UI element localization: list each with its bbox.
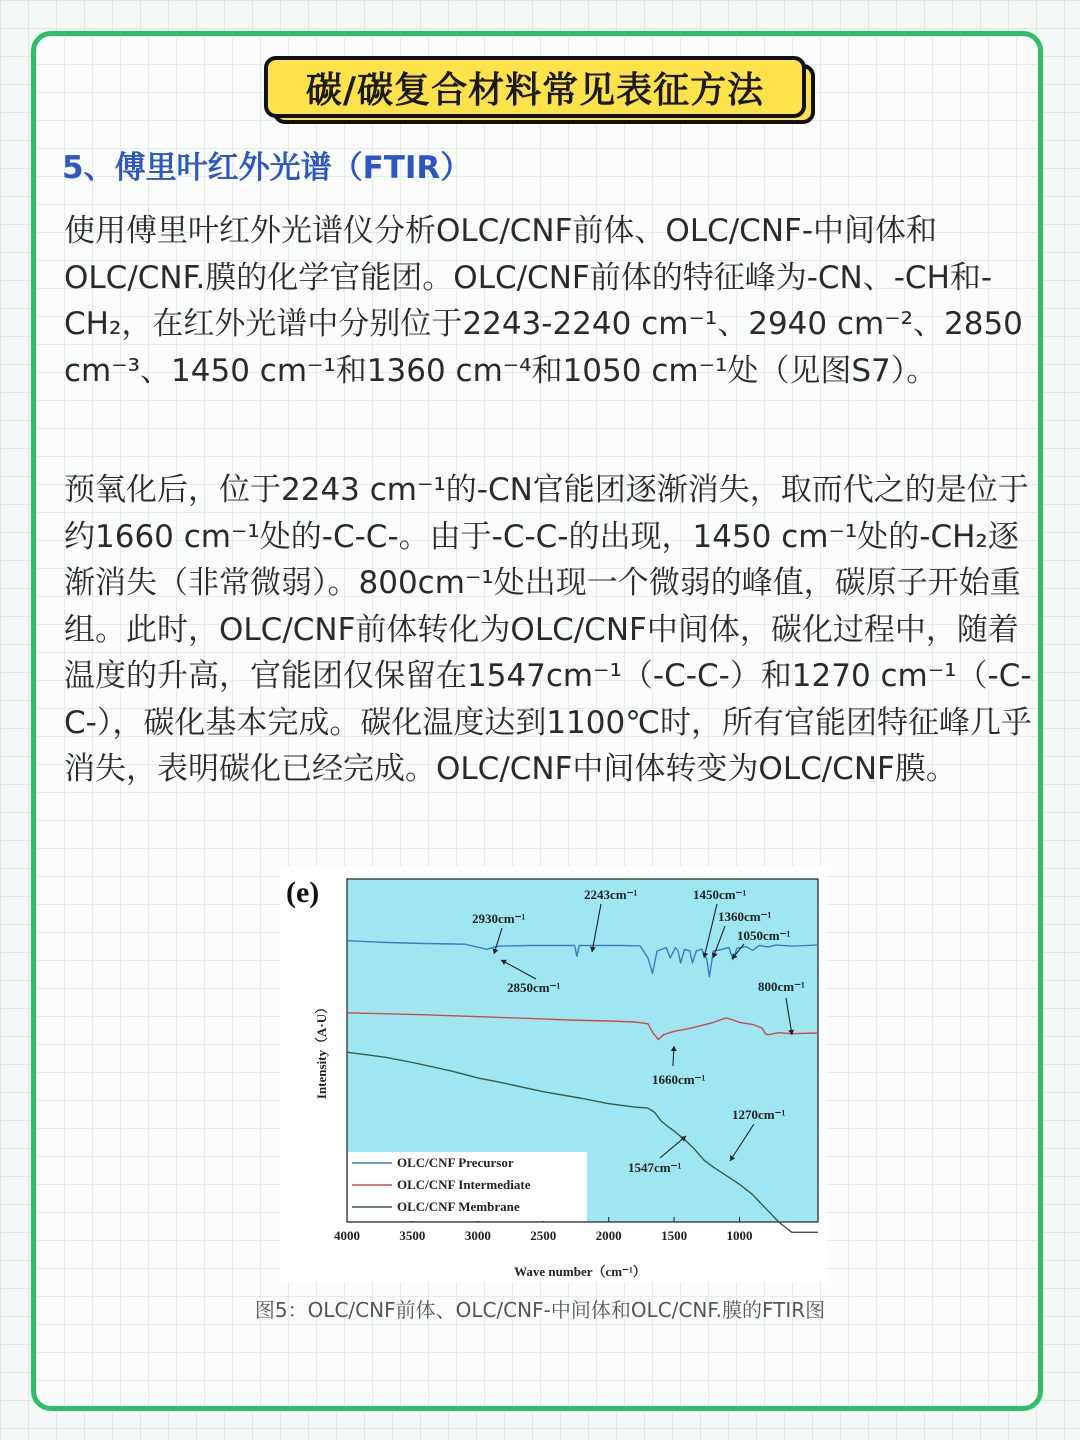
paragraph-2: 预氧化后，位于2243 cm⁻¹的-CN官能团逐渐消失，取而代之的是位于约1660 cm⁻¹处的-C-C-。由于-C-C-的出现，1450 cm⁻¹处的-CH₂逐渐消失（非常微弱）。800cm⁻¹处出现一个微弱的峰值，碳原子开始重组。此时，OLC/CNF前体转化为OLC/CNF中间体，碳化过程中，随着温度的升高，官能团仅保留在1547cm⁻¹（-C-C-）和1270 cm⁻¹（-C-C-），碳化基本完成。碳化温度达到1100℃时，所有官能团特征峰几乎消失，表明碳化已经完成。OLC/CNF中间体转变为OLC/CNF膜。	[64, 472, 1033, 787]
peak-annotation: 1270cm⁻¹	[732, 1107, 786, 1122]
chart-legend	[348, 1152, 587, 1221]
paragraph-1: 使用傅里叶红外光谱仪分析OLC/CNF前体、OLC/CNF-中间体和OLC/CNF.膜的化学官能团。OLC/CNF前体的特征峰为-CN、-CH和-CH₂，在红外光谱中分别位于2243-2240 cm⁻¹、2940 cm⁻²、2850 cm⁻³、1450 cm⁻¹和1360 cm⁻⁴和1050 cm⁻¹处（见图S7）。	[64, 213, 1023, 389]
x-tick-label: 3500	[399, 1228, 426, 1243]
section-heading: 5、傅里叶红外光谱（FTIR）	[62, 150, 472, 186]
y-axis-label: Intensity（A·U）	[314, 1000, 329, 1100]
peak-annotation: 1660cm⁻¹	[652, 1072, 706, 1087]
ftir-figure	[280, 866, 826, 1282]
peak-annotation: 2930cm⁻¹	[472, 911, 526, 926]
legend-entry: OLC/CNF Intermediate	[397, 1177, 531, 1192]
page-title: 碳/碳复合材料常见表征方法	[264, 56, 806, 118]
x-tick-label: 4000	[334, 1228, 360, 1243]
x-tick-label: 1000	[726, 1228, 753, 1243]
ftir-chart	[280, 866, 826, 1282]
panel-label: (e)	[286, 876, 320, 909]
peak-annotation: 2243cm⁻¹	[584, 887, 638, 902]
peak-annotation: 1547cm⁻¹	[628, 1160, 682, 1175]
x-tick-label: 3000	[464, 1228, 491, 1243]
peak-annotation: 1450cm⁻¹	[693, 887, 747, 902]
legend-entry: OLC/CNF Membrane	[397, 1199, 520, 1214]
title-banner	[264, 56, 820, 126]
peak-annotation: 1050cm⁻¹	[737, 928, 791, 943]
x-axis-label: Wave number（cm⁻¹）	[514, 1264, 646, 1279]
figure-caption: 图5：OLC/CNF前体、OLC/CNF-中间体和OLC/CNF.膜的FTIR图	[254, 1298, 826, 1322]
peak-annotation: 800cm⁻¹	[758, 979, 805, 994]
x-tick-label: 1500	[661, 1228, 688, 1243]
x-tick-label: 2000	[595, 1228, 622, 1243]
x-tick-label: 2500	[530, 1228, 557, 1243]
peak-annotation: 2850cm⁻¹	[507, 980, 561, 995]
legend-entry: OLC/CNF Precursor	[397, 1155, 514, 1170]
peak-annotation: 1360cm⁻¹	[718, 909, 772, 924]
